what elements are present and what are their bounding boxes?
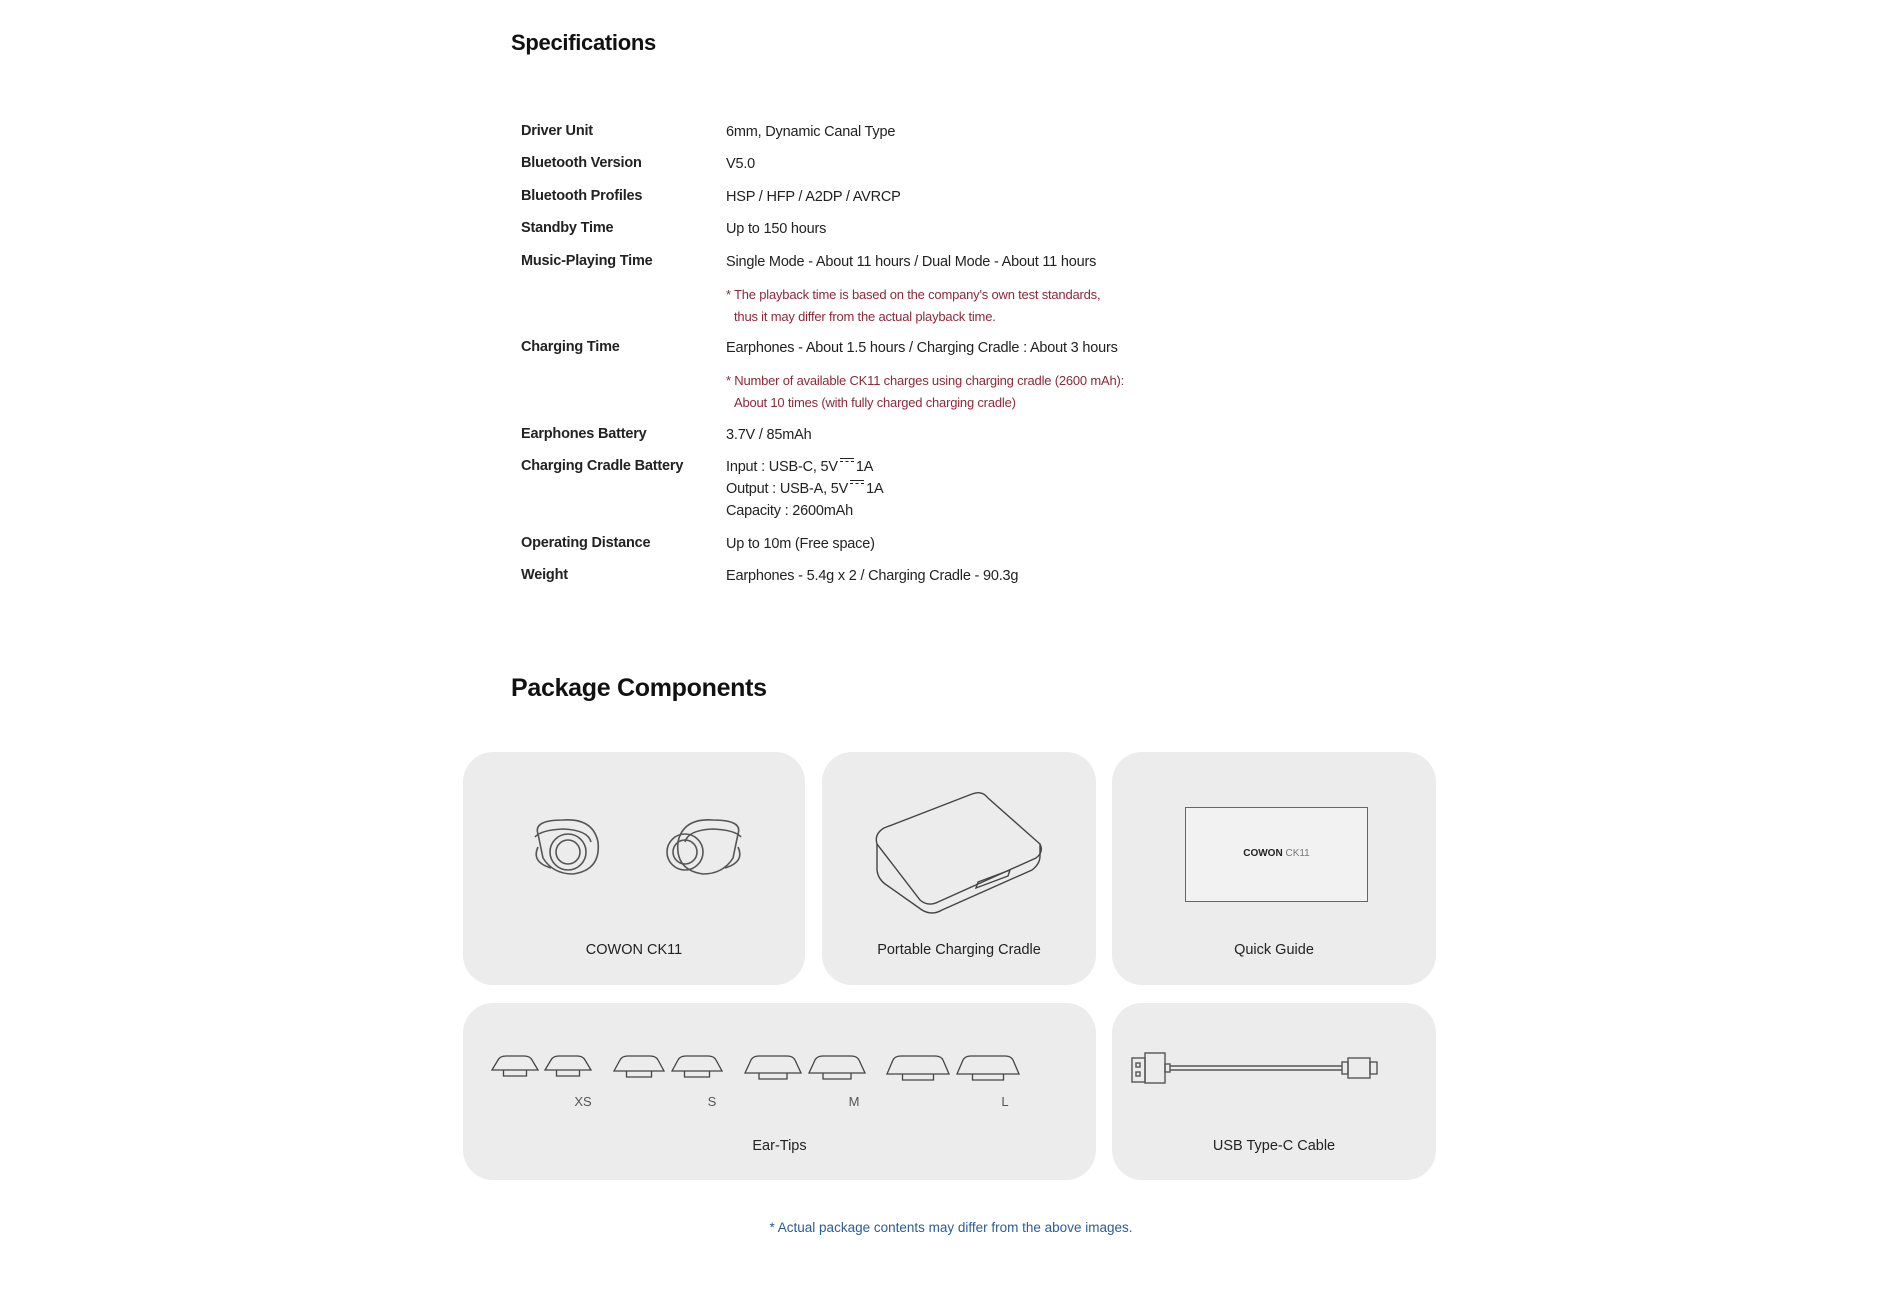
note-line: * The playback time is based on the company's own test standards,: [726, 287, 1101, 302]
spec-value: 6mm, Dynamic Canal Type: [726, 124, 896, 140]
ear-tip-icon: [809, 1056, 865, 1079]
package-components-title: Package Components: [511, 674, 767, 702]
quick-guide-booklet-icon: [1185, 807, 1368, 902]
ear-tip-icon: [672, 1056, 722, 1077]
spec-label: Bluetooth Profiles: [521, 188, 643, 204]
dc-symbol-icon: [840, 458, 854, 466]
spec-value: Earphones - About 1.5 hours / Charging Cradle : About 3 hours: [726, 340, 1118, 356]
guide-cover-title: [1186, 848, 1367, 859]
spec-value: Single Mode - About 11 hours / Dual Mode - About 11 hours: [726, 254, 1097, 270]
package-card-ear-tips: [463, 1003, 1096, 1180]
spec-note: [726, 284, 1100, 328]
note-line: About 10 times (with fully charged charging cradle): [734, 395, 1016, 410]
spec-label: Standby Time: [521, 220, 614, 236]
card-label: Quick Guide: [1234, 942, 1314, 958]
capacity-spec: Capacity : 2600mAh: [726, 503, 853, 519]
package-footnote: * Actual package contents may differ from the above images.: [769, 1220, 1133, 1235]
spec-value: Up to 10m (Free space): [726, 536, 875, 552]
ear-tip-size-label: M: [848, 1094, 860, 1109]
spec-value: 3.7V / 85mAh: [726, 427, 812, 443]
ear-tip-icon: [492, 1056, 538, 1076]
spec-label: Operating Distance: [521, 535, 651, 551]
spec-value-multiline: [726, 456, 883, 522]
specifications-title: Specifications: [511, 30, 656, 55]
ear-tips-icon: [463, 1048, 1096, 1128]
output-spec: Output : USB-A, 5V: [726, 481, 849, 497]
ear-tip-size-label: S: [707, 1094, 717, 1109]
card-label: Ear-Tips: [752, 1138, 807, 1154]
input-spec: Input : USB-C, 5V: [726, 459, 838, 475]
spec-note: [726, 370, 1124, 414]
ear-tip-icon: [887, 1056, 949, 1080]
spec-label: Driver Unit: [521, 123, 593, 139]
spec-value: Up to 150 hours: [726, 221, 827, 237]
spec-value: V5.0: [726, 156, 756, 172]
card-label: COWON CK11: [585, 942, 683, 958]
input-current: 1A: [855, 459, 874, 475]
ear-tip-icon: [545, 1056, 591, 1076]
spec-label: Charging Time: [521, 339, 620, 355]
ear-tip-size-label: XS: [574, 1094, 592, 1109]
ear-tip-icon: [745, 1056, 801, 1079]
note-line: thus it may differ from the actual playback time.: [734, 309, 996, 324]
spec-label: Music-Playing Time: [521, 253, 653, 269]
ear-tip-icon: [614, 1056, 664, 1077]
card-label: Portable Charging Cradle: [877, 942, 1041, 958]
guide-model: CK11: [1285, 848, 1310, 859]
dc-symbol-icon: [850, 480, 864, 488]
spec-label: Earphones Battery: [521, 426, 647, 442]
spec-label: Bluetooth Version: [521, 155, 642, 171]
spec-label: Charging Cradle Battery: [521, 458, 684, 474]
package-card-quick-guide: [1112, 752, 1436, 985]
package-card-charging-cradle: [822, 752, 1096, 985]
ear-tip-size-label: L: [1001, 1094, 1009, 1109]
spec-value: HSP / HFP / A2DP / AVRCP: [726, 189, 901, 205]
ear-tip-icon: [957, 1056, 1019, 1080]
guide-brand: COWON: [1243, 848, 1283, 859]
note-line: * Number of available CK11 charges using charging cradle (2600 mAh):: [726, 373, 1125, 388]
spec-value: Earphones - 5.4g x 2 / Charging Cradle - 90.3g: [726, 568, 1019, 584]
output-current: 1A: [866, 481, 884, 497]
card-label: USB Type-C Cable: [1212, 1138, 1336, 1154]
package-card-usb-cable: [1112, 1003, 1436, 1180]
spec-label: Weight: [521, 567, 568, 583]
package-card-earphones: [463, 752, 805, 985]
usb-cable-icon: [1112, 1038, 1436, 1098]
